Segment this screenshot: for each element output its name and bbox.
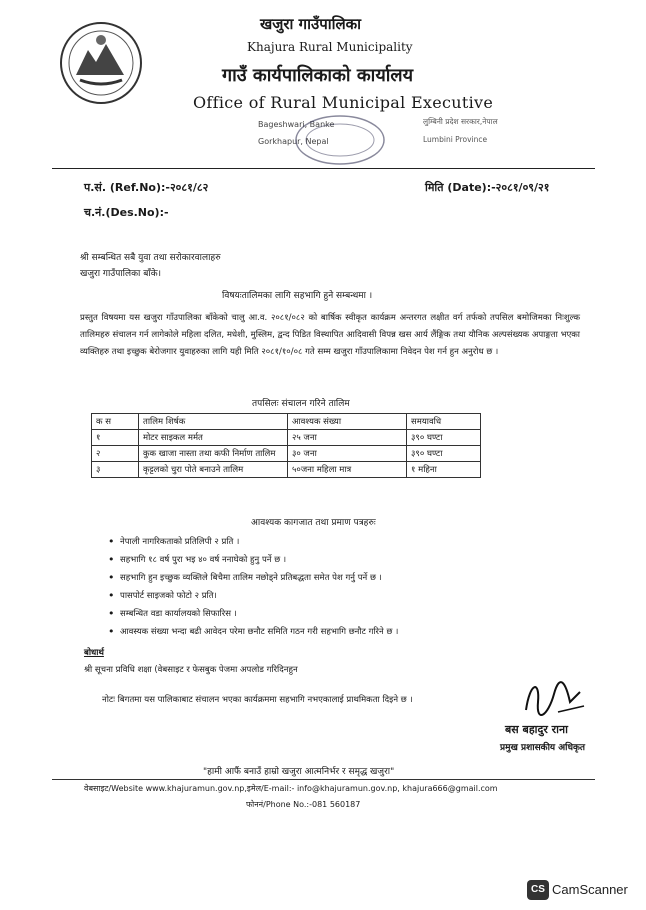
signatory-title: प्रमुख प्रशासकीय अधिकृत	[500, 743, 586, 753]
reference-number: प.सं. (Ref.No):-२०८१/८२	[84, 181, 209, 194]
col-header-count: आवश्यक संख्या	[288, 414, 407, 430]
camscanner-watermark: CamScanner	[552, 882, 628, 897]
note-text: नोटः बिगतमा यस पालिकाबाट संचालन भएका कार्यक्रममा सहभागि नभएकालाई प्राथमिकता दिइने छ ।	[102, 695, 413, 705]
cell-count: ३० जना	[288, 446, 407, 462]
cell-title: कृट्टलको चुरा पोते बनाउने तालिम	[139, 462, 288, 478]
letter-subject: विषयःतालिमका लागि सहभागि हुने सम्बन्धमा ।	[222, 291, 373, 301]
cell-count: ५०जना महिला मात्र	[288, 462, 407, 478]
list-item: • आवस्यक संख्या भन्दा बढी आवेदन परेमा छनौट समिति गठन गरी सहभागि छनौट गरिने छ ।	[108, 623, 398, 641]
documents-list	[108, 533, 398, 641]
municipality-emblem	[58, 20, 144, 106]
cell-duration: ३९० घण्टा	[407, 430, 481, 446]
cell-title: मोटर साइकल मर्मत	[139, 430, 288, 446]
training-table	[91, 413, 481, 478]
list-item: • सहभागि १८ वर्ष पुरा भइ ४० वर्ष ननाघेको हुनु पर्ने छ ।	[108, 551, 398, 569]
cell-duration: ३९० घण्टा	[407, 446, 481, 462]
training-table-title: तपसिलः संचालन गरिने तालिम	[252, 399, 350, 409]
cell-duration: १ महिना	[407, 462, 481, 478]
footer-slogan: "हामी आफैं बनाउँ हाम्रो खजुरा आत्मनिर्भर र समृद्ध खजुरा"	[203, 767, 395, 777]
header-office-ne: गाउँ कार्यपालिकाको कार्यालय	[222, 65, 414, 86]
header-name-en: Khajura Rural Municipality	[247, 40, 413, 54]
cc-heading: बोधार्थ	[84, 648, 104, 658]
signatory-name: बस बहादुर राना	[505, 723, 568, 736]
header-location-1: Bageshwari, Banke	[258, 120, 335, 129]
col-header-sn: क स	[92, 414, 139, 430]
table-row	[92, 446, 481, 462]
cell-title: कुक खाजा नास्ता तथा कफी निर्माण तालिम	[139, 446, 288, 462]
col-header-duration: समयावधि	[407, 414, 481, 430]
office-stamp	[290, 110, 390, 170]
cc-line: श्री सूचना प्रविधि शक्षा (वेबसाइट र फेसबुक पेजमा अपलोड गरिदिनहुन	[84, 665, 298, 675]
list-item: • सहभागि हुन इच्छुक व्यक्तिले बिचैमा तालिम नछोड्ने प्रतिबद्धता समेत पेश गर्नु पर्ने छ ।	[108, 569, 398, 587]
footer-divider	[52, 779, 595, 780]
table-header-row	[92, 414, 481, 430]
header-name-ne: खजुरा गाउँपालिका	[260, 15, 362, 33]
list-item: • सम्बन्धित वडा कार्यालयको सिफारिस ।	[108, 605, 398, 623]
letter-date: मिति (Date):-२०८१/०९/२१	[425, 181, 550, 194]
recipient-line-1: श्री सम्बन्धित सबै युवा तथा सरोकारवालाहरु	[80, 253, 221, 263]
header-office-en: Office of Rural Municipal Executive	[193, 93, 494, 112]
header-province-ne: लुम्बिनी प्रदेश सरकार,नेपाल	[423, 117, 498, 126]
table-row	[92, 430, 481, 446]
list-item: • पासपोर्ट साइजको फोटो २ प्रति।	[108, 587, 398, 605]
footer-phone: फोननं/Phone No.:-081 560187	[246, 800, 361, 809]
camscanner-logo-icon: CS	[527, 880, 549, 900]
footer-contact: वेबसाइट/Website www.khajuramun.gov.np,इमेल/E-mail:- info@khajuramun.gov.np, khajura666@gmail.com	[84, 784, 498, 793]
letter-body: प्रस्तुत विषयमा यस खजुरा गाँउपालिका बाँकेको चालु आ.व. २०८१/०८२ को बार्षिक स्वीकृत कार्यक्रम अन्तरगत लक्षीत वर्ग तर्फको तपसिल बमोजिमका निःशुल्क तालिमहरु संचालन गर्न लागेकोले महिला दलित, मधेशी, मुस्लिम, द्वन्द पिडित विस्थापित आदिवासी विपन्न खस आर्य लैंङ्गिक तथा यौनिक अल्पसंख्यक अपाङ्गता भएका व्यक्तिहरु तथा इच्छुक बेरोजगार युवाहरुका लागि यही मिति २०८१/१०/०८ गते सम्म खजुरा गाँउपालिकामा निवेदन पेश गर्न हुन अनुरोध छ ।	[80, 313, 580, 357]
cell-sn: २	[92, 446, 139, 462]
header-divider	[52, 168, 595, 169]
header-province-en: Lumbini Province	[423, 135, 488, 144]
table-row	[92, 462, 481, 478]
cell-sn: ३	[92, 462, 139, 478]
dispatch-number: च.नं.(Des.No):-	[84, 206, 169, 219]
col-header-title: तालिम शिर्षक	[139, 414, 288, 430]
handwritten-signature	[518, 672, 588, 720]
list-item: • नेपाली नागरिकताको प्रतिलिपी २ प्रति ।	[108, 533, 398, 551]
recipient-line-2: खजुरा गाउँपालिका बाँके।	[80, 269, 162, 279]
cell-count: २५ जना	[288, 430, 407, 446]
header-location-2: Gorkhapur, Nepal	[258, 137, 329, 146]
cell-sn: १	[92, 430, 139, 446]
documents-title: आवश्यक कागजात तथा प्रमाण पत्रहरुः	[251, 518, 376, 528]
